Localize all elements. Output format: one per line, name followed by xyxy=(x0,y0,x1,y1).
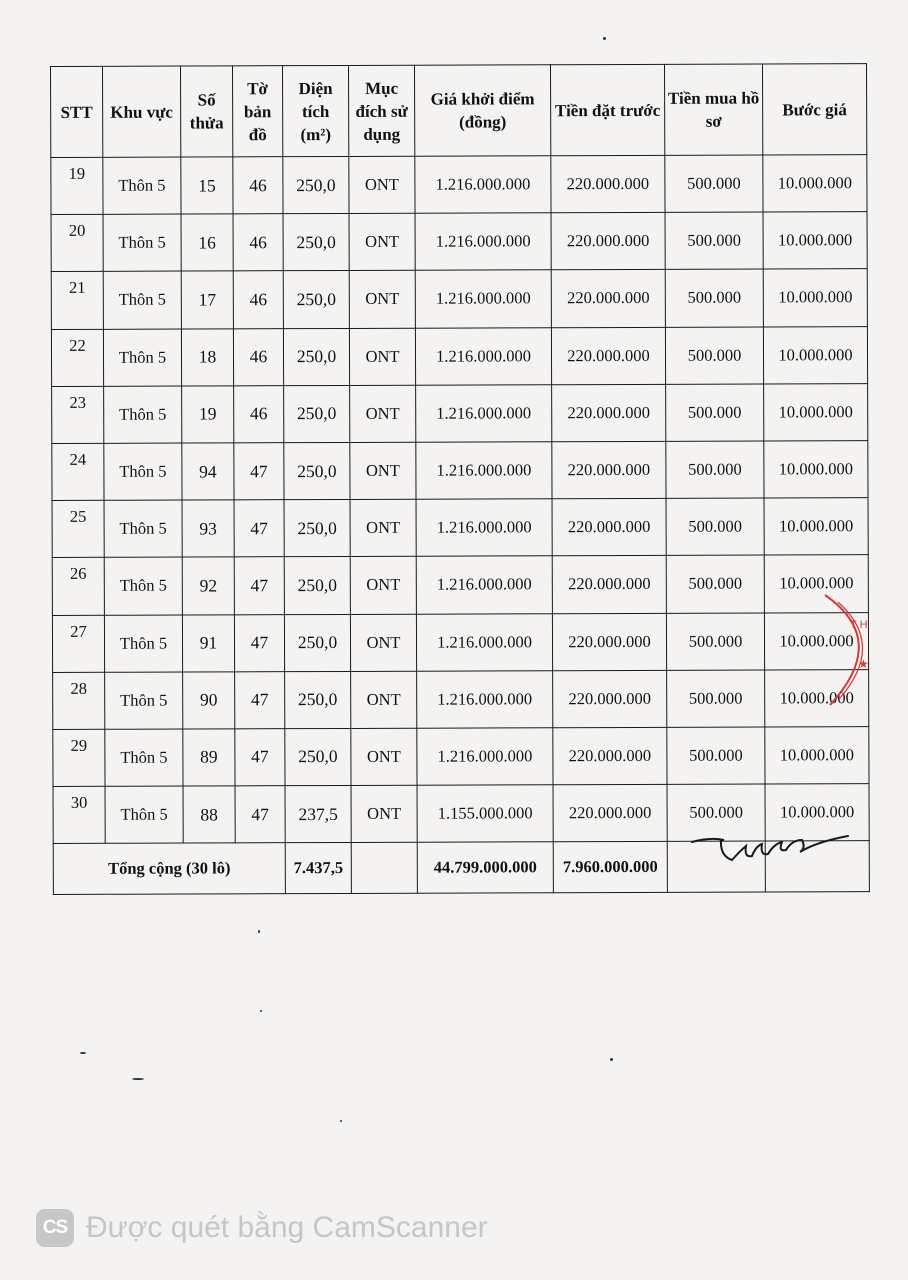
cell-khu-vuc: Thôn 5 xyxy=(105,729,183,786)
cell-tien-dat-truoc: 220.000.000 xyxy=(552,498,666,556)
cell-tien-mua-ho-so: 500.000 xyxy=(667,670,765,728)
cell-stt: 27 xyxy=(52,615,104,672)
table-row xyxy=(53,669,869,729)
total-tien-dat-truoc: 7.960.000.000 xyxy=(553,842,667,893)
cell-muc-dich: ONT xyxy=(350,385,416,442)
cell-tien-dat-truoc: 220.000.000 xyxy=(551,155,665,213)
cell-dien-tich: 250,0 xyxy=(284,385,350,442)
cell-muc-dich: ONT xyxy=(349,156,415,213)
cell-tien-dat-truoc: 220.000.000 xyxy=(553,784,667,842)
header-dien-tich: Diện tích (m²) xyxy=(283,65,349,156)
cell-khu-vuc: Thôn 5 xyxy=(104,443,182,500)
cell-muc-dich: ONT xyxy=(349,328,415,385)
cell-tien-dat-truoc: 220.000.000 xyxy=(551,213,665,271)
cell-gia-khoi-diem: 1.216.000.000 xyxy=(416,442,552,500)
cell-gia-khoi-diem: 1.216.000.000 xyxy=(416,385,552,443)
cell-so-thua: 19 xyxy=(182,386,234,443)
cell-khu-vuc: Thôn 5 xyxy=(104,615,182,672)
header-stt: STT xyxy=(51,66,103,157)
cell-muc-dich: ONT xyxy=(349,213,415,270)
cell-stt: 20 xyxy=(51,215,103,272)
cell-to-ban-do: 46 xyxy=(233,328,283,385)
cell-stt: 26 xyxy=(52,558,104,615)
cell-buoc-gia: 10.000.000 xyxy=(764,498,868,556)
cell-stt: 21 xyxy=(51,272,103,329)
camscanner-text: Được quét bằng CamScanner xyxy=(86,1211,488,1244)
cell-gia-khoi-diem: 1.216.000.000 xyxy=(417,728,553,786)
cell-khu-vuc: Thôn 5 xyxy=(103,157,181,214)
cell-muc-dich: ONT xyxy=(349,271,415,328)
cell-to-ban-do: 47 xyxy=(235,786,285,843)
cell-muc-dich: ONT xyxy=(350,499,416,556)
table-row xyxy=(53,727,869,787)
table-body xyxy=(51,155,869,844)
stamp-letters: T H xyxy=(850,619,868,631)
cell-to-ban-do: 47 xyxy=(234,443,284,500)
cell-buoc-gia: 10.000.000 xyxy=(765,784,869,842)
scan-speck xyxy=(258,930,260,933)
cell-buoc-gia: 10.000.000 xyxy=(763,269,867,327)
total-empty-cell xyxy=(351,842,417,893)
cell-tien-mua-ho-so: 500.000 xyxy=(666,555,764,613)
cell-khu-vuc: Thôn 5 xyxy=(104,386,182,443)
handwritten-signature xyxy=(690,826,850,866)
table-row xyxy=(51,212,867,272)
cell-to-ban-do: 47 xyxy=(235,671,285,728)
red-seal-stamp xyxy=(820,590,890,710)
cell-stt: 28 xyxy=(53,672,105,729)
cell-dien-tich: 237,5 xyxy=(285,786,351,843)
table-header-row xyxy=(51,64,867,158)
cell-muc-dich: ONT xyxy=(350,557,416,614)
cell-tien-mua-ho-so: 500.000 xyxy=(666,441,764,499)
cell-muc-dich: ONT xyxy=(350,442,416,499)
cell-muc-dich: ONT xyxy=(350,614,416,671)
cell-muc-dich: ONT xyxy=(351,728,417,785)
cell-gia-khoi-diem: 1.216.000.000 xyxy=(416,613,552,671)
scan-speck xyxy=(132,1078,144,1080)
table-row xyxy=(52,441,868,501)
cell-gia-khoi-diem: 1.155.000.000 xyxy=(417,785,553,843)
table-row xyxy=(52,555,868,615)
auction-land-table xyxy=(50,63,870,895)
scan-speck xyxy=(603,37,606,40)
cell-tien-mua-ho-so: 500.000 xyxy=(667,727,765,785)
table-row xyxy=(52,612,868,672)
cell-buoc-gia: 10.000.000 xyxy=(763,212,867,270)
cell-tien-mua-ho-so: 500.000 xyxy=(665,212,763,270)
cell-to-ban-do: 46 xyxy=(233,214,283,271)
cell-so-thua: 93 xyxy=(182,500,234,557)
cell-muc-dich: ONT xyxy=(351,785,417,842)
cell-khu-vuc: Thôn 5 xyxy=(105,786,183,843)
cell-dien-tich: 250,0 xyxy=(285,671,351,728)
scan-speck xyxy=(80,1052,86,1054)
table-row xyxy=(52,498,868,558)
cell-buoc-gia: 10.000.000 xyxy=(765,669,869,727)
cell-to-ban-do: 47 xyxy=(235,729,285,786)
cell-so-thua: 16 xyxy=(181,214,233,271)
cell-stt: 22 xyxy=(51,329,103,386)
total-gia-khoi-diem: 44.799.000.000 xyxy=(417,842,553,893)
table-row xyxy=(51,269,867,329)
cell-khu-vuc: Thôn 5 xyxy=(103,271,181,328)
cell-stt: 23 xyxy=(52,386,104,443)
cell-dien-tich: 250,0 xyxy=(283,214,349,271)
cell-buoc-gia: 10.000.000 xyxy=(764,555,868,613)
cell-stt: 29 xyxy=(53,729,105,786)
cell-dien-tich: 250,0 xyxy=(283,271,349,328)
scan-speck xyxy=(610,1058,613,1061)
cell-dien-tich: 250,0 xyxy=(283,156,349,213)
cell-buoc-gia: 10.000.000 xyxy=(763,326,867,384)
cell-tien-mua-ho-so: 500.000 xyxy=(665,269,763,327)
cell-khu-vuc: Thôn 5 xyxy=(105,672,183,729)
cell-to-ban-do: 47 xyxy=(234,500,284,557)
cell-tien-dat-truoc: 220.000.000 xyxy=(552,441,666,499)
cell-gia-khoi-diem: 1.216.000.000 xyxy=(415,270,551,328)
header-to-ban-do: Tờ bản đồ xyxy=(233,66,283,157)
cell-tien-mua-ho-so: 500.000 xyxy=(666,613,764,671)
cell-gia-khoi-diem: 1.216.000.000 xyxy=(417,670,553,728)
cell-tien-mua-ho-so: 500.000 xyxy=(665,327,763,385)
cell-buoc-gia: 10.000.000 xyxy=(765,727,869,785)
cell-so-thua: 18 xyxy=(181,328,233,385)
cell-tien-dat-truoc: 220.000.000 xyxy=(553,670,667,728)
cell-so-thua: 91 xyxy=(182,614,234,671)
table-row xyxy=(51,326,867,386)
total-label: Tổng cộng (30 lô) xyxy=(53,843,285,895)
cell-so-thua: 17 xyxy=(181,271,233,328)
cell-tien-mua-ho-so: 500.000 xyxy=(666,384,764,442)
cell-gia-khoi-diem: 1.216.000.000 xyxy=(416,499,552,557)
cell-tien-dat-truoc: 220.000.000 xyxy=(551,327,665,385)
header-khu-vuc: Khu vực xyxy=(103,66,181,157)
header-tien-mua-ho-so: Tiền mua hồ sơ xyxy=(664,64,762,155)
cell-tien-mua-ho-so: 500.000 xyxy=(667,784,765,842)
cell-to-ban-do: 47 xyxy=(234,557,284,614)
camscanner-watermark xyxy=(36,1208,488,1248)
cell-tien-dat-truoc: 220.000.000 xyxy=(552,613,666,671)
cell-stt: 19 xyxy=(51,157,103,214)
cell-dien-tich: 250,0 xyxy=(284,557,350,614)
cell-tien-dat-truoc: 220.000.000 xyxy=(553,727,667,785)
cell-stt: 30 xyxy=(53,786,105,843)
scan-speck xyxy=(340,1120,342,1122)
header-buoc-gia: Bước giá xyxy=(762,64,866,155)
cell-dien-tich: 250,0 xyxy=(284,500,350,557)
stamp-star-icon: ★ xyxy=(858,657,869,671)
header-muc-dich: Mục đích sử dụng xyxy=(348,65,414,156)
cell-gia-khoi-diem: 1.216.000.000 xyxy=(416,556,552,614)
header-tien-dat-truoc: Tiền đặt trước xyxy=(550,64,664,155)
cell-tien-dat-truoc: 220.000.000 xyxy=(552,384,666,442)
cell-buoc-gia: 10.000.000 xyxy=(764,441,868,499)
cell-so-thua: 89 xyxy=(183,729,235,786)
cell-khu-vuc: Thôn 5 xyxy=(103,329,181,386)
cell-dien-tich: 250,0 xyxy=(284,442,350,499)
cell-dien-tich: 250,0 xyxy=(284,614,350,671)
header-so-thua: Số thửa xyxy=(181,66,233,157)
cell-gia-khoi-diem: 1.216.000.000 xyxy=(415,213,551,271)
table-row xyxy=(52,383,868,443)
cell-to-ban-do: 46 xyxy=(234,385,284,442)
cell-tien-mua-ho-so: 500.000 xyxy=(665,155,763,213)
cell-gia-khoi-diem: 1.216.000.000 xyxy=(415,327,551,385)
cell-dien-tich: 250,0 xyxy=(285,728,351,785)
cell-so-thua: 94 xyxy=(182,443,234,500)
cell-tien-mua-ho-so: 500.000 xyxy=(666,498,764,556)
cell-to-ban-do: 46 xyxy=(233,271,283,328)
table-row xyxy=(51,155,867,215)
cell-so-thua: 90 xyxy=(183,672,235,729)
cell-khu-vuc: Thôn 5 xyxy=(104,500,182,557)
cell-to-ban-do: 47 xyxy=(234,614,284,671)
cell-tien-dat-truoc: 220.000.000 xyxy=(552,556,666,614)
cell-gia-khoi-diem: 1.216.000.000 xyxy=(415,156,551,214)
cell-khu-vuc: Thôn 5 xyxy=(104,557,182,614)
cell-tien-dat-truoc: 220.000.000 xyxy=(551,270,665,328)
cell-buoc-gia: 10.000.000 xyxy=(764,612,868,670)
cell-stt: 24 xyxy=(52,443,104,500)
total-dien-tich: 7.437,5 xyxy=(285,843,351,894)
camscanner-logo-icon: CS xyxy=(36,1209,74,1247)
cell-dien-tich: 250,0 xyxy=(283,328,349,385)
cell-buoc-gia: 10.000.000 xyxy=(764,383,868,441)
header-gia-khoi-diem: Giá khởi điểm (đồng) xyxy=(414,65,550,156)
cell-khu-vuc: Thôn 5 xyxy=(103,214,181,271)
cell-buoc-gia: 10.000.000 xyxy=(763,155,867,213)
cell-so-thua: 88 xyxy=(183,786,235,843)
cell-stt: 25 xyxy=(52,500,104,557)
cell-to-ban-do: 46 xyxy=(233,157,283,214)
cell-muc-dich: ONT xyxy=(351,671,417,728)
scan-speck xyxy=(260,1010,262,1012)
cell-so-thua: 15 xyxy=(181,157,233,214)
cell-so-thua: 92 xyxy=(182,557,234,614)
